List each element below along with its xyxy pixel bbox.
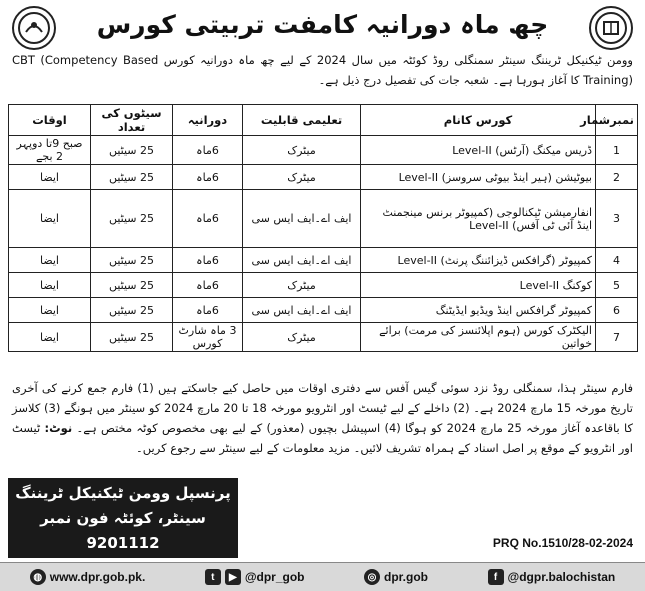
cell-qualification: میٹرک bbox=[243, 273, 361, 298]
header-qualification: تعلیمی قابلیت bbox=[243, 105, 361, 136]
cell-timing: صبح 9تا دوپہر 2 بجے bbox=[9, 136, 91, 165]
cell-duration: 6ماہ bbox=[173, 136, 243, 165]
twitter-link[interactable] bbox=[205, 569, 305, 585]
table-row bbox=[9, 190, 638, 248]
cell-duration: 3 ماہ شارٹ کورس bbox=[173, 323, 243, 352]
header-duration: دورانیہ bbox=[173, 105, 243, 136]
cell-course: بیوٹیشن (ہیر اینڈ بیوٹی سروسز) Level-II bbox=[361, 165, 596, 190]
cell-serial: 5 bbox=[596, 273, 638, 298]
instagram-link[interactable] bbox=[364, 569, 428, 585]
facebook-text: @dgpr.balochistan bbox=[507, 570, 616, 584]
table-row bbox=[9, 323, 638, 352]
emblem-icon bbox=[16, 10, 52, 46]
cell-duration: 6ماہ bbox=[173, 298, 243, 323]
cell-serial: 3 bbox=[596, 190, 638, 248]
principal-phone: 9201112 bbox=[86, 534, 160, 552]
government-emblem-right bbox=[589, 6, 633, 50]
cell-seats: 25 سیٹیں bbox=[91, 298, 173, 323]
cell-timing: ایضا bbox=[9, 323, 91, 352]
cell-qualification: ایف اے۔ایف ایس سی bbox=[243, 248, 361, 273]
facebook-icon: f bbox=[488, 569, 504, 585]
cell-course: کمپیوٹر (گرافکس ڈیزائننگ پرنٹ) Level-II bbox=[361, 248, 596, 273]
social-bar bbox=[0, 562, 645, 591]
cell-duration: 6ماہ bbox=[173, 273, 243, 298]
cell-serial: 1 bbox=[596, 136, 638, 165]
cell-course: ڈریس میکنگ (آرٹس) Level-II bbox=[361, 136, 596, 165]
table-row bbox=[9, 248, 638, 273]
cell-seats: 25 سیٹیں bbox=[91, 323, 173, 352]
cell-qualification: ایف اے۔ایف ایس سی bbox=[243, 298, 361, 323]
intro-paragraph: وومن ٹیکنیکل ٹریننگ سینٹر سمنگلی روڈ کوئٹہ میں سال 2024 کے لیے چھ ماہ دورانیہ کورس CBT (Competency Based Training) کا آغاز ہورہا ہے۔ شعبہ جات کی تفصیل درج ذیل ہے۔ bbox=[12, 53, 633, 87]
cell-serial: 6 bbox=[596, 298, 638, 323]
header-seats: سیٹوں کی تعداد bbox=[91, 105, 173, 136]
principal-line-2: سینٹر، کوئٹہ فون نمبر bbox=[40, 509, 206, 527]
header-timing: اوقات bbox=[9, 105, 91, 136]
website-link[interactable] bbox=[30, 569, 146, 585]
cell-duration: 6ماہ bbox=[173, 190, 243, 248]
principal-contact-box bbox=[8, 478, 238, 558]
cell-serial: 7 bbox=[596, 323, 638, 352]
website-text: www.dpr.gob.pk. bbox=[49, 570, 146, 584]
page-title: چھ ماہ دورانیہ کامفت تربیتی کورس bbox=[96, 10, 549, 39]
cell-qualification: ایف اے۔ایف ایس سی bbox=[243, 190, 361, 248]
cell-course: کوکنگ Level-II bbox=[361, 273, 596, 298]
cell-seats: 25 سیٹیں bbox=[91, 136, 173, 165]
twitter-icon: t bbox=[205, 569, 221, 585]
youtube-icon: ▶ bbox=[225, 569, 241, 585]
instagram-icon: ◎ bbox=[364, 569, 380, 585]
balochistan-emblem-icon bbox=[593, 10, 629, 46]
globe-icon: ◍ bbox=[30, 569, 46, 585]
instructions-paragraph bbox=[12, 378, 633, 458]
table-row bbox=[9, 298, 638, 323]
note-label: نوٹ: bbox=[44, 421, 73, 435]
instructions-text: فارم سینٹر ہذا، سمنگلی روڈ نزد سوئی گیس آفس سے دفتری اوقات میں حاصل کیے جاسکتے ہیں (1) فارم جمع کرنے کی آخری تاریخ مورخہ 15 مارچ 2024 ہے۔ (2) داخلے کے لیے ٹیسٹ اور انٹرویو مورخہ 18 تا 20 مارچ 2024 کو سینٹر میں ہونگے (3) کلاسز کا باقاعدہ آغاز مورخہ 25 مارچ 2024 کو ہوگا (4) اسپیشل بچیوں (معذور) کے لیے بھی مخصوص کوٹہ مختص ہے۔ bbox=[12, 381, 634, 435]
cell-timing: ایضا bbox=[9, 248, 91, 273]
cell-seats: 25 سیٹیں bbox=[91, 248, 173, 273]
cell-timing: ایضا bbox=[9, 298, 91, 323]
cell-serial: 4 bbox=[596, 248, 638, 273]
cell-seats: 25 سیٹیں bbox=[91, 273, 173, 298]
principal-line-1: پرنسپل وومن ٹیکنیکل ٹریننگ bbox=[15, 484, 231, 502]
cell-timing: ایضا bbox=[9, 273, 91, 298]
cell-qualification: میٹرک bbox=[243, 136, 361, 165]
cell-seats: 25 سیٹیں bbox=[91, 190, 173, 248]
table-row bbox=[9, 273, 638, 298]
table-row bbox=[9, 136, 638, 165]
government-emblem-left bbox=[12, 6, 56, 50]
cell-timing: ایضا bbox=[9, 165, 91, 190]
prq-number: PRQ No.1510/28-02-2024 bbox=[492, 536, 633, 550]
header-course: کورس کانام bbox=[361, 105, 596, 136]
cell-timing: ایضا bbox=[9, 190, 91, 248]
cell-course: انفارمیشن ٹیکنالوجی (کمپیوٹر برنس مینجمنٹ اینڈ آئی ٹی آفس) Level-II bbox=[361, 190, 596, 248]
cell-serial: 2 bbox=[596, 165, 638, 190]
cell-duration: 6ماہ bbox=[173, 248, 243, 273]
table-header-row bbox=[9, 105, 638, 136]
cell-qualification: میٹرک bbox=[243, 165, 361, 190]
twitter-text: @dpr_gob bbox=[244, 570, 305, 584]
header-serial: نمبرشمار bbox=[596, 105, 638, 136]
facebook-link[interactable] bbox=[488, 569, 616, 585]
note-text: ٹیسٹ اور انٹرویو کے موقع پر اصل اسناد کے ہمراہ تشریف لائیں۔ مزید معلومات کے لیے سینٹر سے رجوع کریں۔ bbox=[12, 421, 633, 455]
cell-seats: 25 سیٹیں bbox=[91, 165, 173, 190]
courses-table bbox=[8, 104, 638, 352]
instagram-text: dpr.gob bbox=[384, 570, 429, 584]
cell-course: کمپیوٹر گرافکس اینڈ ویڈیو ایڈیٹنگ bbox=[361, 298, 596, 323]
table-row bbox=[9, 165, 638, 190]
cell-course: الیکٹرک کورس (ہوم اپلائنسز کی مرمت) برائے خواتین bbox=[361, 323, 596, 352]
cell-duration: 6ماہ bbox=[173, 165, 243, 190]
cell-qualification: میٹرک bbox=[243, 323, 361, 352]
